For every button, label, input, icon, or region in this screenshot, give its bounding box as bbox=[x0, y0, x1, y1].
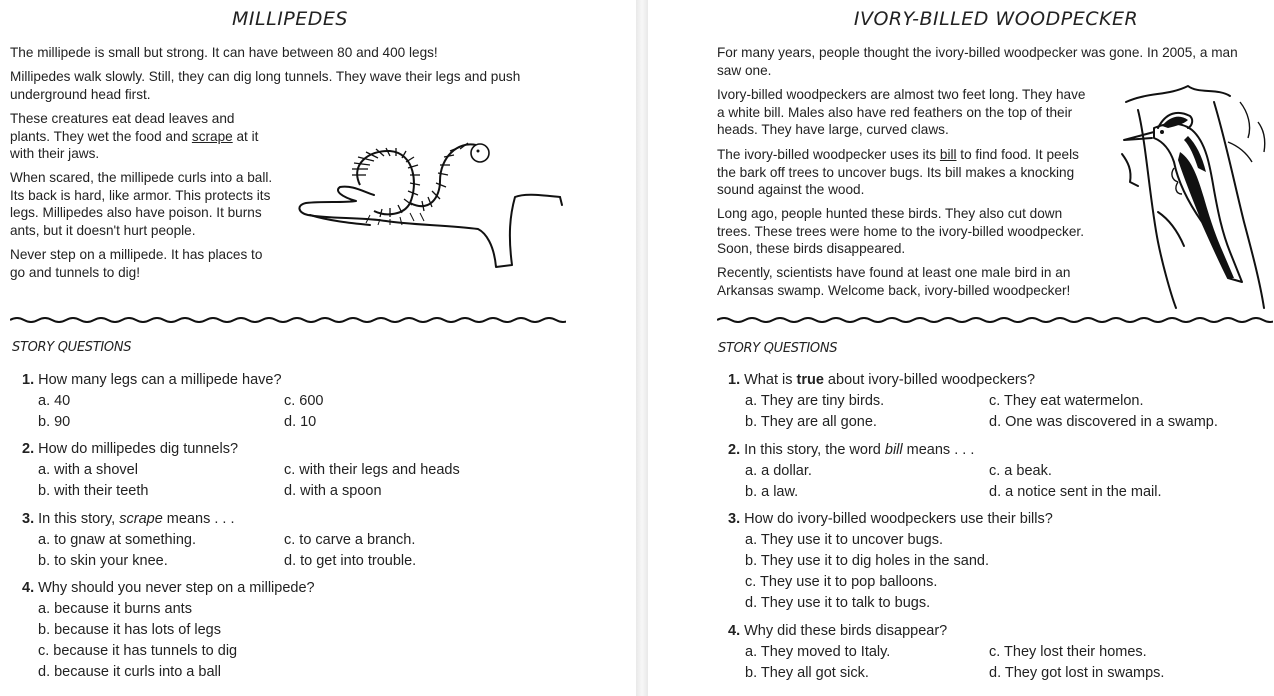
answer-option[interactable]: a. They are tiny birds. bbox=[745, 393, 885, 409]
answer-option[interactable]: b. because it has lots of legs bbox=[38, 622, 221, 638]
vocab-word-bill: bill bbox=[939, 147, 957, 162]
answer-option[interactable]: c. with their legs and heads bbox=[284, 462, 460, 478]
question-1: 1. What is true about ivory-billed woodpeckers? bbox=[728, 372, 1036, 388]
woodpecker-paragraph-1: For many years, people thought the ivory-billed woodpecker was gone. In 2005, a man saw one. bbox=[717, 45, 1238, 78]
millipedes-title: MILLIPEDES bbox=[232, 8, 348, 30]
answer-option[interactable]: b. 90 bbox=[38, 414, 71, 430]
section-divider-wave bbox=[717, 313, 1273, 327]
question-2: 2. In this story, the word bill means . . . bbox=[728, 442, 975, 458]
answer-option[interactable]: c. to carve a branch. bbox=[284, 532, 416, 548]
question-3: 3. How do ivory-billed woodpeckers use their bills? bbox=[728, 511, 1053, 527]
millipedes-paragraph-2: Millipedes walk slowly. Still, they can dig long tunnels. They wave their legs and push underground head first. bbox=[10, 69, 521, 102]
answer-option[interactable]: c. They lost their homes. bbox=[989, 644, 1147, 660]
answer-option[interactable]: b. They use it to dig holes in the sand. bbox=[745, 553, 989, 569]
question-4: 4. Why should you never step on a millipede? bbox=[22, 580, 315, 596]
question-2: 2. How do millipedes dig tunnels? bbox=[22, 441, 239, 457]
millipedes-paragraph-1: The millipede is small but strong. It can have between 80 and 400 legs! bbox=[10, 45, 438, 60]
answer-option[interactable]: b. a law. bbox=[745, 484, 799, 500]
millipedes-paragraph-4: When scared, the millipede curls into a ball. Its back is hard, like armor. This protects its legs. Millipedes also have poison. It burns ants, but it doesn't hurt people. bbox=[10, 170, 273, 238]
answer-option[interactable]: a. They use it to uncover bugs. bbox=[745, 532, 944, 548]
millipede-on-hand-icon bbox=[290, 125, 570, 275]
story-questions-heading: STORY QUESTIONS bbox=[12, 340, 132, 355]
answer-option[interactable]: d. 10 bbox=[284, 414, 317, 430]
answer-option[interactable]: c. They eat watermelon. bbox=[989, 393, 1144, 409]
answer-option[interactable]: b. to skin your knee. bbox=[38, 553, 168, 569]
answer-option[interactable]: a. with a shovel bbox=[38, 462, 138, 478]
millipedes-page bbox=[0, 0, 636, 696]
millipedes-paragraph-3: These creatures eat dead leaves and plants. They wet the food and scrape at it with their jaws. bbox=[10, 111, 259, 161]
answer-option[interactable]: c. 600 bbox=[284, 393, 324, 409]
page-gutter bbox=[636, 0, 648, 696]
answer-option[interactable]: c. They use it to pop balloons. bbox=[745, 574, 938, 590]
woodpecker-on-tree-icon bbox=[1118, 82, 1272, 310]
woodpecker-paragraph-2: Ivory-billed woodpeckers are almost two feet long. They have a white bill. Males also have red feathers on the top of their heads. They have large, curved claws. bbox=[717, 87, 1086, 137]
answer-option[interactable]: a. 40 bbox=[38, 393, 71, 409]
section-divider-wave bbox=[10, 313, 566, 327]
answer-option[interactable]: a. because it burns ants bbox=[38, 601, 192, 617]
answer-option[interactable]: c. a beak. bbox=[989, 463, 1052, 479]
answer-option[interactable]: d. One was discovered in a swamp. bbox=[989, 414, 1218, 430]
story-questions-heading: STORY QUESTIONS bbox=[718, 341, 838, 356]
woodpecker-paragraph-3: The ivory-billed woodpecker uses its bill to find food. It peels the bark off trees to uncover bugs. Its bill makes a knocking sound against the wood. bbox=[717, 147, 1079, 197]
answer-option[interactable]: b. They all got sick. bbox=[745, 665, 869, 681]
answer-option[interactable]: c. because it has tunnels to dig bbox=[38, 643, 238, 659]
answer-option[interactable]: d. with a spoon bbox=[284, 483, 382, 499]
answer-option[interactable]: a. to gnaw at something. bbox=[38, 532, 196, 548]
woodpecker-paragraph-4: Long ago, people hunted these birds. They also cut down trees. These trees were home to the ivory-billed woodpecker. Soon, these birds disappeared. bbox=[717, 206, 1084, 256]
answer-option[interactable]: d. a notice sent in the mail. bbox=[989, 484, 1162, 500]
answer-option[interactable]: d. to get into trouble. bbox=[284, 553, 417, 569]
question-4: 4. Why did these birds disappear? bbox=[728, 623, 948, 639]
millipedes-paragraph-5: Never step on a millipede. It has places to go and tunnels to dig! bbox=[10, 247, 263, 280]
answer-option[interactable]: b. They are all gone. bbox=[745, 414, 877, 430]
answer-option[interactable]: a. They moved to Italy. bbox=[745, 644, 891, 660]
answer-option[interactable]: b. with their teeth bbox=[38, 483, 149, 499]
answer-option[interactable]: d. They got lost in swamps. bbox=[989, 665, 1165, 681]
woodpecker-page bbox=[648, 0, 1274, 696]
answer-option[interactable]: a. a dollar. bbox=[745, 463, 812, 479]
vocab-word-scrape: scrape bbox=[191, 128, 233, 144]
answer-option[interactable]: d. They use it to talk to bugs. bbox=[745, 595, 931, 611]
question-1: 1. How many legs can a millipede have? bbox=[22, 372, 282, 388]
woodpecker-title: IVORY-BILLED WOODPECKER bbox=[853, 8, 1139, 30]
answer-option[interactable]: d. because it curls into a ball bbox=[38, 664, 221, 680]
question-3: 3. In this story, scrape means . . . bbox=[22, 511, 235, 527]
woodpecker-paragraph-5: Recently, scientists have found at least one male bird in an Arkansas swamp. Welcome back, ivory-billed woodpecker! bbox=[717, 265, 1071, 298]
